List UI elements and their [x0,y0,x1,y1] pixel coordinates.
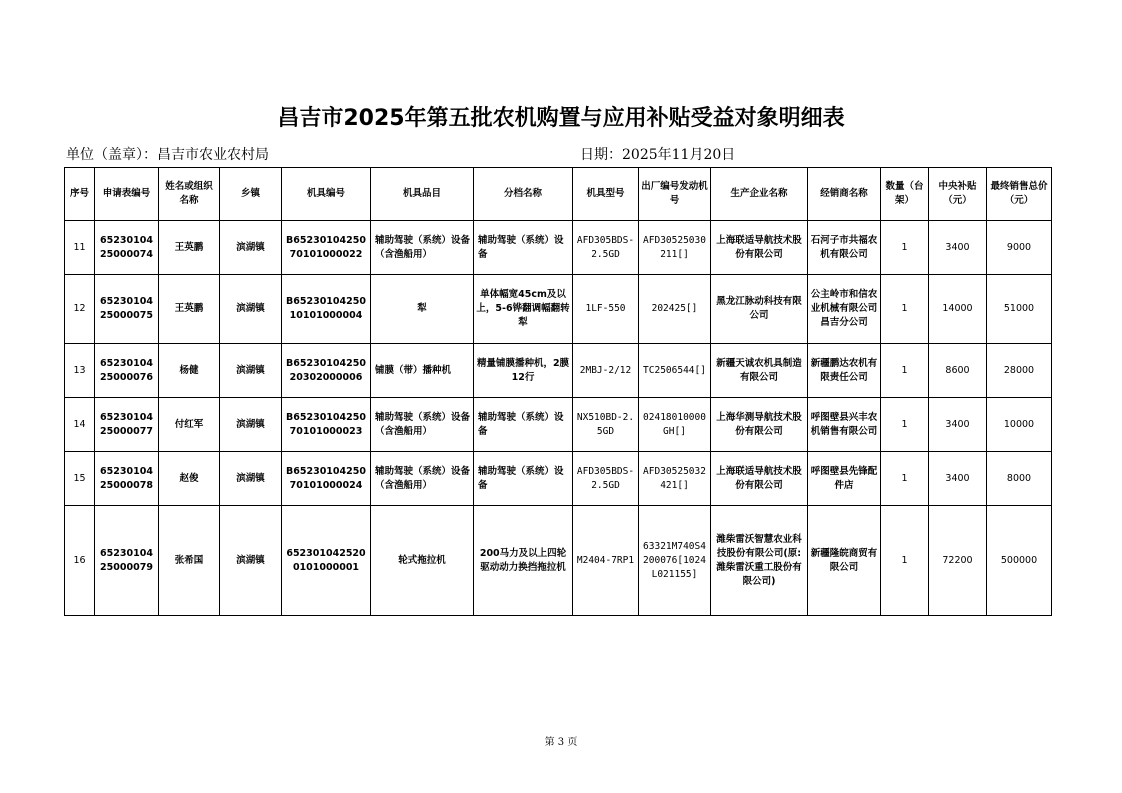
table-row [65,221,1052,275]
table-row [65,275,1052,344]
cell-seq: 15 [65,452,95,506]
subsidy-table [64,167,1052,616]
cell-manufacturer: 黑龙江脉动科技有限公司 [711,275,808,344]
cell-machine-category: 犁 [371,275,474,344]
cell-manufacturer: 新疆天诚农机具制造有限公司 [711,344,808,398]
cell-manufacturer: 上海联适导航技术股份有限公司 [711,452,808,506]
cell-serial-engine-no: 202425[] [639,275,711,344]
cell-model: AFD305BDS-2.5GD [573,452,639,506]
cell-name: 王英鹏 [159,221,220,275]
col-header-final-price: 最终销售总价（元） [987,168,1052,221]
cell-grade-name: 单体幅宽45cm及以上，5-6铧翻调幅翻转犁 [474,275,573,344]
cell-quantity: 1 [881,506,929,616]
cell-machine-no: B6523010425010101000004 [282,275,371,344]
col-header-machine-category: 机具品目 [371,168,474,221]
cell-final-price: 8000 [987,452,1052,506]
cell-serial-engine-no: AFD30525032421[] [639,452,711,506]
cell-application-no: 6523010425000078 [95,452,159,506]
col-header-machine-no: 机具编号 [282,168,371,221]
cell-seq: 14 [65,398,95,452]
table-row [65,452,1052,506]
cell-final-price: 28000 [987,344,1052,398]
col-header-town: 乡镇 [220,168,282,221]
cell-seq: 12 [65,275,95,344]
cell-grade-name: 精量铺膜播种机，2膜12行 [474,344,573,398]
cell-machine-category: 辅助驾驶（系统）设备（含渔船用） [371,221,474,275]
cell-grade-name: 辅助驾驶（系统）设备 [474,398,573,452]
cell-final-price: 9000 [987,221,1052,275]
table-row [65,398,1052,452]
cell-name: 王英鹏 [159,275,220,344]
cell-application-no: 6523010425000077 [95,398,159,452]
cell-machine-category: 铺膜（带）播种机 [371,344,474,398]
cell-serial-engine-no: 02418010000GH[] [639,398,711,452]
col-header-model: 机具型号 [573,168,639,221]
cell-model: M2404-7RP1 [573,506,639,616]
cell-machine-category: 辅助驾驶（系统）设备（含渔船用） [371,398,474,452]
cell-name: 赵俊 [159,452,220,506]
cell-town: 滨湖镇 [220,221,282,275]
cell-central-subsidy: 3400 [929,398,987,452]
cell-serial-engine-no: AFD30525030211[] [639,221,711,275]
cell-machine-category: 辅助驾驶（系统）设备（含渔船用） [371,452,474,506]
cell-central-subsidy: 3400 [929,221,987,275]
col-header-manufacturer: 生产企业名称 [711,168,808,221]
cell-grade-name: 200马力及以上四轮驱动动力换挡拖拉机 [474,506,573,616]
cell-town: 滨湖镇 [220,275,282,344]
document-title: 昌吉市2025年第五批农机购置与应用补贴受益对象明细表 [277,106,845,131]
cell-application-no: 6523010425000076 [95,344,159,398]
cell-central-subsidy: 3400 [929,452,987,506]
cell-machine-no: B6523010425070101000023 [282,398,371,452]
cell-final-price: 500000 [987,506,1052,616]
cell-name: 付红军 [159,398,220,452]
cell-final-price: 51000 [987,275,1052,344]
cell-grade-name: 辅助驾驶（系统）设备 [474,221,573,275]
cell-name: 张希国 [159,506,220,616]
cell-final-price: 10000 [987,398,1052,452]
cell-quantity: 1 [881,398,929,452]
issue-date: 日期：2025年11月20日 [580,147,736,163]
col-header-dealer: 经销商名称 [808,168,881,221]
col-header-seq: 序号 [65,168,95,221]
cell-dealer: 呼图壁县兴丰农机销售有限公司 [808,398,881,452]
cell-machine-no: 6523010425200101000001 [282,506,371,616]
cell-town: 滨湖镇 [220,398,282,452]
table-row [65,344,1052,398]
cell-dealer: 新疆隆皖商贸有限公司 [808,506,881,616]
col-header-central-subsidy: 中央补贴（元） [929,168,987,221]
cell-town: 滨湖镇 [220,452,282,506]
page-number: 第 3 页 [544,737,578,748]
cell-serial-engine-no: 63321M740S4200076[1024L021155] [639,506,711,616]
cell-serial-engine-no: TC2506544[] [639,344,711,398]
col-header-quantity: 数量（台架） [881,168,929,221]
cell-central-subsidy: 14000 [929,275,987,344]
cell-model: 2MBJ-2/12 [573,344,639,398]
cell-seq: 11 [65,221,95,275]
table-header-row [65,168,1052,221]
issuing-unit: 单位（盖章）：昌吉市农业农村局 [66,147,269,163]
cell-machine-no: B6523010425070101000024 [282,452,371,506]
cell-quantity: 1 [881,221,929,275]
cell-model: NX510BD-2.5GD [573,398,639,452]
cell-seq: 13 [65,344,95,398]
cell-quantity: 1 [881,344,929,398]
cell-dealer: 公主岭市和信农业机械有限公司昌吉分公司 [808,275,881,344]
cell-name: 杨健 [159,344,220,398]
col-header-name: 姓名或组织名称 [159,168,220,221]
cell-central-subsidy: 72200 [929,506,987,616]
cell-application-no: 6523010425000074 [95,221,159,275]
cell-dealer: 呼图壁县先锋配件店 [808,452,881,506]
cell-town: 滨湖镇 [220,506,282,616]
cell-quantity: 1 [881,275,929,344]
cell-central-subsidy: 8600 [929,344,987,398]
cell-application-no: 6523010425000075 [95,275,159,344]
cell-manufacturer: 潍柴雷沃智慧农业科技股份有限公司(原:潍柴雷沃重工股份有限公司) [711,506,808,616]
cell-manufacturer: 上海华测导航技术股份有限公司 [711,398,808,452]
cell-model: AFD305BDS-2.5GD [573,221,639,275]
cell-dealer: 石河子市共福农机有限公司 [808,221,881,275]
cell-model: 1LF-550 [573,275,639,344]
table-row [65,506,1052,616]
cell-machine-no: B6523010425070101000022 [282,221,371,275]
cell-application-no: 6523010425000079 [95,506,159,616]
col-header-application-no: 申请表编号 [95,168,159,221]
cell-town: 滨湖镇 [220,344,282,398]
cell-grade-name: 辅助驾驶（系统）设备 [474,452,573,506]
cell-machine-category: 轮式拖拉机 [371,506,474,616]
cell-dealer: 新疆鹏达农机有限责任公司 [808,344,881,398]
cell-machine-no: B6523010425020302000006 [282,344,371,398]
cell-manufacturer: 上海联适导航技术股份有限公司 [711,221,808,275]
cell-seq: 16 [65,506,95,616]
cell-quantity: 1 [881,452,929,506]
col-header-serial-engine-no: 出厂编号发动机号 [639,168,711,221]
col-header-grade-name: 分档名称 [474,168,573,221]
